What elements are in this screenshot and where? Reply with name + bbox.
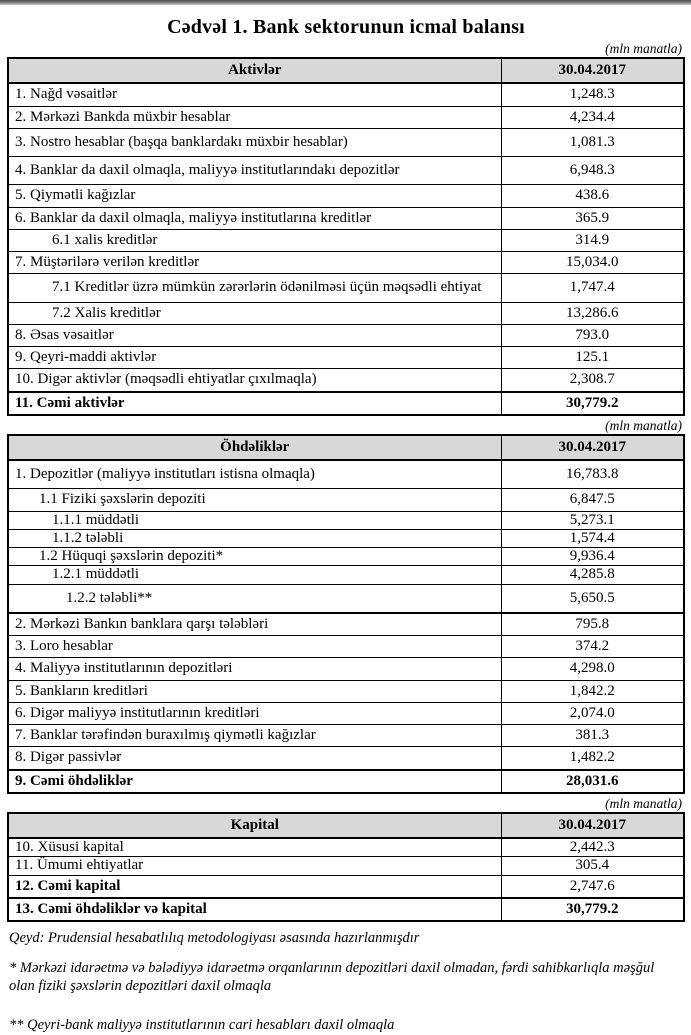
table-row <box>8 548 684 566</box>
note-double-star: ** Qeyri-bank maliyyə institutlarının cari hesabları daxil olmaqla <box>9 1017 395 1034</box>
row-label: 7.1 Kreditlər üzrə mümkün zərərlərin ödənilməsi üçün məqsədli ehtiyat <box>8 274 501 302</box>
row-label: 9. Cəmi öhdəliklər <box>8 770 501 793</box>
row-value: 28,031.6 <box>501 770 684 793</box>
table-row <box>8 324 684 346</box>
row-value: 4,285.8 <box>501 566 684 584</box>
column-header-category: Öhdəliklər <box>8 435 501 460</box>
table-row <box>8 838 684 857</box>
table-row <box>8 680 684 702</box>
row-value: 365.9 <box>501 207 684 229</box>
row-value: 438.6 <box>501 185 684 207</box>
table-row <box>8 489 684 511</box>
row-value: 1,248.3 <box>501 83 684 106</box>
row-value: 125.1 <box>501 347 684 369</box>
assets-section <box>7 41 685 416</box>
table-row <box>8 128 684 156</box>
table-row <box>8 529 684 547</box>
table-row <box>8 511 684 529</box>
table-row <box>8 157 684 185</box>
row-label: 1. Depozitlər (maliyyə institutları istisna olmaqla) <box>8 460 501 489</box>
row-label: 10. Digər aktivlər (məqsədli ehtiyatlar çıxılmaqla) <box>8 369 501 392</box>
row-value: 16,783.8 <box>501 460 684 489</box>
capital-section <box>7 796 685 922</box>
row-value: 30,779.2 <box>501 392 684 415</box>
row-label: 1.1 Fiziki şəxslərin depoziti <box>8 489 501 511</box>
row-value: 6,948.3 <box>501 157 684 185</box>
row-value: 9,936.4 <box>501 548 684 566</box>
row-value: 2,442.3 <box>501 838 684 857</box>
row-value: 374.2 <box>501 636 684 658</box>
row-value: 2,308.7 <box>501 369 684 392</box>
window-edge-bar <box>0 0 691 5</box>
table-row <box>8 185 684 207</box>
table-row <box>8 636 684 658</box>
row-value: 1,842.2 <box>501 680 684 702</box>
row-value: 1,081.3 <box>501 128 684 156</box>
row-value: 2,747.6 <box>501 875 684 898</box>
table-row <box>8 369 684 392</box>
unit-note: (mln manatla) <box>605 41 682 56</box>
row-label: 12. Cəmi kapital <box>8 875 501 898</box>
row-label: 1. Nağd vəsaitlər <box>8 83 501 106</box>
table-row <box>8 207 684 229</box>
row-value: 795.8 <box>501 613 684 636</box>
row-value: 4,298.0 <box>501 658 684 680</box>
row-label: 3. Nostro hesablar (başqa banklardakı müxbir hesablar) <box>8 128 501 156</box>
column-header-category: Kapital <box>8 813 501 838</box>
table-row <box>8 302 684 324</box>
row-label: 1.1.2 tələbli <box>8 529 501 547</box>
row-value: 1,574.4 <box>501 529 684 547</box>
row-label: 8. Digər passivlər <box>8 747 501 770</box>
row-value: 15,034.0 <box>501 252 684 274</box>
table-row <box>8 460 684 489</box>
table-row <box>8 613 684 636</box>
table-header-row <box>8 813 684 838</box>
table-row <box>8 347 684 369</box>
row-value: 1,747.4 <box>501 274 684 302</box>
row-value: 314.9 <box>501 229 684 251</box>
row-label: 7. Müştərilərə verilən kreditlər <box>8 252 501 274</box>
row-value: 6,847.5 <box>501 489 684 511</box>
row-label: 1.2.2 tələbli** <box>8 584 501 613</box>
row-label: 11. Cəmi aktivlər <box>8 392 501 415</box>
row-label: 2. Mərkəzi Bankın banklara qarşı tələbləri <box>8 613 501 636</box>
table-row <box>8 274 684 302</box>
assets-table <box>7 57 685 416</box>
row-value: 5,273.1 <box>501 511 684 529</box>
unit-note: (mln manatla) <box>605 795 682 811</box>
table-row <box>8 584 684 613</box>
row-value: 793.0 <box>501 324 684 346</box>
row-label: 1.1.1 müddətli <box>8 511 501 529</box>
column-header-date: 30.04.2017 <box>501 813 684 838</box>
unit-note: (mln manatla) <box>605 417 682 433</box>
column-header-date: 30.04.2017 <box>501 435 684 460</box>
table-header-row <box>8 435 684 460</box>
row-label: 6.1 xalis kreditlər <box>8 229 501 251</box>
row-label: 9. Qeyri-maddi aktivlər <box>8 347 501 369</box>
row-value: 30,779.2 <box>501 898 684 921</box>
row-label: 1.2 Hüquqi şəxslərin depoziti* <box>8 548 501 566</box>
column-header-category: Aktivlər <box>8 58 501 83</box>
row-label: 1.2.1 müddətli <box>8 566 501 584</box>
row-label: 4. Banklar da daxil olmaqla, maliyyə institutlarındakı depozitlər <box>8 157 501 185</box>
row-label: 6. Digər maliyyə institutlarının kreditləri <box>8 702 501 724</box>
table-row <box>8 702 684 724</box>
note-star: * Mərkəzi idarəetmə və bələdiyyə idarəetmə orqanlarının depozitləri daxil olmadan, fərdi sahibkarlıqla məşğul olan fiziki şəxslərin depozitləri daxil olmaqla <box>9 960 655 995</box>
row-label: 6. Banklar da daxil olmaqla, maliyyə institutlarına kreditlər <box>8 207 501 229</box>
capital-table <box>7 812 685 922</box>
row-label: 2. Mərkəzi Bankda müxbir hesablar <box>8 106 501 128</box>
row-label: 5. Qiymətli kağızlar <box>8 185 501 207</box>
row-label: 4. Maliyyə institutlarının depozitləri <box>8 658 501 680</box>
table-row <box>8 898 684 921</box>
table-row <box>8 566 684 584</box>
row-label: 5. Bankların kreditləri <box>8 680 501 702</box>
row-value: 305.4 <box>501 857 684 875</box>
liabilities-table <box>7 434 685 794</box>
row-value: 381.3 <box>501 725 684 747</box>
table-row <box>8 229 684 251</box>
row-label: 7. Banklar tərəfindən buraxılmış qiymətli kağızlar <box>8 725 501 747</box>
row-label: 10. Xüsusi kapital <box>8 838 501 857</box>
table-row <box>8 83 684 106</box>
row-value: 13,286.6 <box>501 302 684 324</box>
row-label: 8. Əsas vəsaitlər <box>8 324 501 346</box>
note-qeyd: Qeyd: Prudensial hesabatlılıq metodologiyası əsasında hazırlanmışdır <box>9 930 420 946</box>
table-header-row <box>8 58 684 83</box>
page-title: Cədvəl 1. Bank sektorunun icmal balansı <box>167 16 525 38</box>
document-page <box>0 16 691 1035</box>
table-row <box>8 857 684 875</box>
column-header-date: 30.04.2017 <box>501 58 684 83</box>
table-row <box>8 658 684 680</box>
row-label: 13. Cəmi öhdəliklər və kapital <box>8 898 501 921</box>
row-value: 4,234.4 <box>501 106 684 128</box>
row-value: 2,074.0 <box>501 702 684 724</box>
row-value: 5,650.5 <box>501 584 684 613</box>
row-value: 1,482.2 <box>501 747 684 770</box>
table-row <box>8 875 684 898</box>
liabilities-section <box>7 418 685 794</box>
table-row <box>8 252 684 274</box>
row-label: 11. Ümumi ehtiyatlar <box>8 857 501 875</box>
table-row <box>8 747 684 770</box>
table-row <box>8 770 684 793</box>
row-label: 3. Loro hesablar <box>8 636 501 658</box>
table-row <box>8 725 684 747</box>
table-row <box>8 392 684 415</box>
row-label: 7.2 Xalis kreditlər <box>8 302 501 324</box>
table-row <box>8 106 684 128</box>
